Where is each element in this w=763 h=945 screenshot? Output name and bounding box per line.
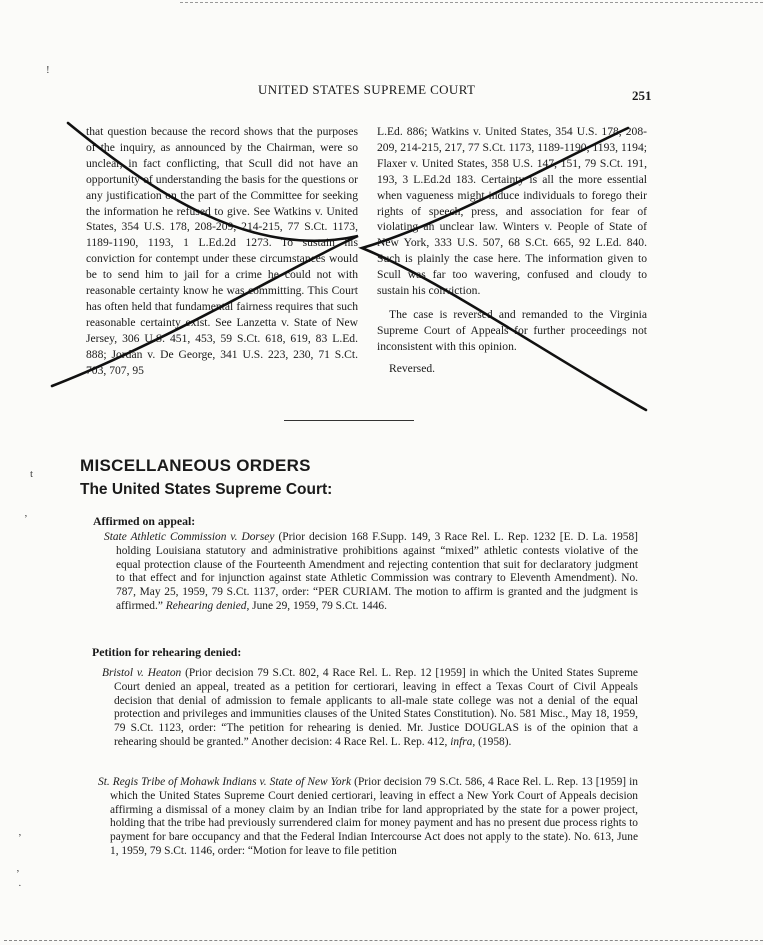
case-infra: infra,	[450, 735, 476, 748]
rehearing-label: Rehearing denied,	[165, 599, 250, 612]
scan-bottom-edge	[4, 940, 763, 941]
margin-mark: ’	[16, 868, 20, 880]
rehearing-cite: June 29, 1959, 79 S.Ct. 1446.	[252, 599, 387, 612]
scan-top-edge	[180, 2, 763, 3]
opinion-mandate: The case is reversed and remanded to the Virginia Supreme Court of Appeals for further proceedings not inconsistent with this opinion.	[377, 307, 647, 353]
order-entry	[98, 776, 638, 859]
opinion-disposition: Reversed.	[389, 361, 436, 375]
opinion-paragraph: L.Ed. 886; Watkins v. United States, 354 U.S. 178, 208-209, 214-215, 217, 77 S.Ct. 1173, 1189-1190, 1193, 1194; Flaxer v. United States, 358 U.S. 147, 151, 79 S.Ct. 191, 193, 3 L.Ed.2d 183. Certainty is all the more essential when vagueness might induce individuals to forego their rights of speech, press, and association for fear of violating an unclear law. Winters v. People of State of New York, 333 U.S. 507, 68 S.Ct. 665, 92 L.Ed. 840. Such is plainly the case here. The information given to Scull was far too wavering, confused and cloudy to sustain his conviction.	[377, 125, 647, 298]
running-head: UNITED STATES SUPREME COURT	[258, 82, 476, 97]
case-body: (Prior decision 168 F.Supp. 149, 3 Race Rel. L. Rep. 1232 [E. D. La. 1958] holding Louisiana statutory and administrative prohibitions against “mixed” athletic contests violative of the equal protection clause of the Fourteenth Amendment and rejecting contention that suit for declaratory judgment to that effect and for injunction against state Athletic Commission was contrary to Eleventh Amendment). No. 787, May 25, 1959, 79 S.Ct. 1137, order: “PER CURIAM. The motion to affirm is granted and the judgment is affirmed.”	[116, 531, 638, 612]
case-name: St. Regis Tribe of Mohawk Indians v. State of New York	[98, 776, 352, 788]
margin-mark: ’	[24, 513, 28, 525]
category-heading-affirmed: Affirmed on appeal:	[93, 514, 196, 528]
case-name: Bristol v. Heaton	[102, 667, 182, 679]
order-entry	[104, 531, 638, 614]
margin-mark: ·	[18, 880, 22, 892]
opinion-left-column	[86, 124, 358, 379]
section-title: MISCELLANEOUS ORDERS	[80, 456, 311, 475]
section-divider	[284, 420, 414, 421]
opinion-paragraph: that question because the record shows that the purposes of the inquiry, as announced by the Chairman, were so unclear, in fact conflicting, that Scull did not have an opportunity of understanding the basis for the questions or any justification on the part of the Committee for seeking the information he refused to give. See Watkins v. United States, 354 U.S. 178, 208-209, 214-215, 77 S.Ct. 1173, 1189-1190, 1193, 1 L.Ed.2d 1273. To sustain his conviction for contempt under these circumstances would be to send him to jail for a crime he could not with reasonable certainty know he was committing. This Court has often held that fundamental fairness requires that such reasonable certainty exist. See Lanzetta v. State of New Jersey, 306 U.S. 451, 453, 59 S.Ct. 618, 619, 83 L.Ed. 888; Jordan v. De George, 341 U.S. 223, 230, 71 S.Ct. 703, 707, 95	[86, 125, 358, 377]
case-name: State Athletic Commission v. Dorsey	[104, 531, 275, 543]
page-number: 251	[632, 88, 652, 103]
order-entry	[102, 667, 638, 750]
court-heading: The United States Supreme Court:	[80, 481, 333, 498]
case-body-end: (1958).	[478, 735, 512, 748]
case-body: (Prior decision 79 S.Ct. 586, 4 Race Rel. L. Rep. 13 [1959] in which the United States Supreme Court denied certiorari, leaving in effect a New York Court of Appeals decision affirming a dismissal of a money claim by an Indian tribe for land appropriated by the state for a power project, holding that the tribe had previously surrendered claim for money payment and has no present due process rights to payment for bare occupancy and that the Federal Indian Intercourse Act does not apply to the state). No. 613, June 1, 1959, 79 S.Ct. 1146, order: “Motion for leave to file petition	[110, 776, 638, 857]
case-body: (Prior decision 79 S.Ct. 802, 4 Race Rel. L. Rep. 12 [1959] in which the United States Supreme Court denied an appeal, treated as a petition for certiorari, leaving in effect a Texas Court of Civil Appeals decision that denial of admission to female applicants to all-male state college was not a denial of the equal protection and privileges and immunities clauses of the United States Constitution). No. 581 Misc., May 18, 1959, 79 S.Ct. 1123, order: “The petition for rehearing is denied. Mr. Justice DOUGLAS is of the opinion that a rehearing should be granted.” Another decision: 4 Race Rel. L. Rep. 412,	[114, 667, 638, 748]
margin-mark: ’	[18, 832, 22, 844]
category-heading-rehearing: Petition for rehearing denied:	[92, 645, 242, 659]
margin-mark: !	[46, 64, 50, 76]
opinion-right-column	[377, 124, 647, 377]
margin-mark: t	[30, 468, 34, 480]
